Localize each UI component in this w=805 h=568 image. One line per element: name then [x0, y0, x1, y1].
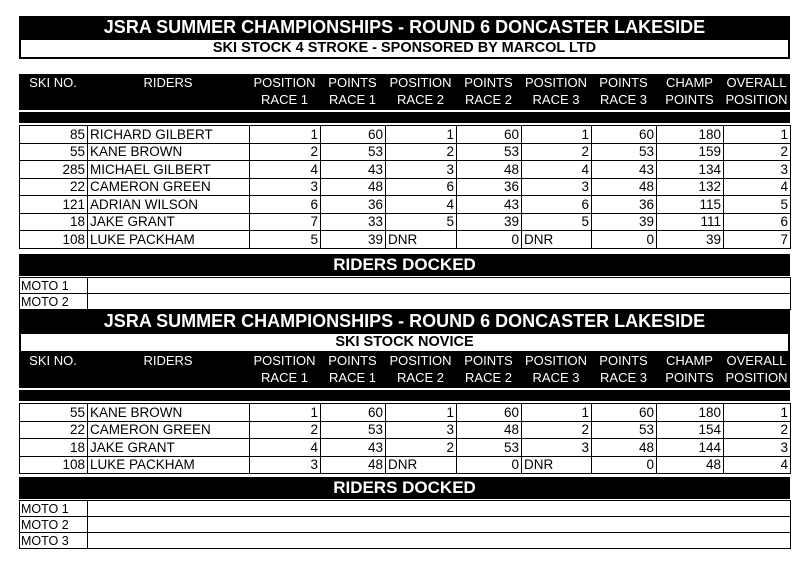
- position-race3-cell: 1: [522, 404, 592, 422]
- rider-name-cell: LUKE PACKHAM: [88, 231, 250, 249]
- overall-position-cell: 3: [724, 161, 791, 179]
- rider-name-cell: JAKE GRANT: [88, 439, 250, 457]
- position-race3-cell: 6: [522, 196, 592, 214]
- points-race2-cell: 43: [457, 196, 522, 214]
- overall-position-cell: 5: [724, 196, 791, 214]
- section1-header: [19, 74, 790, 110]
- moto-docked-riders: [88, 278, 791, 294]
- position-race3-cell: 1: [522, 126, 592, 144]
- header-position-race2: POSITION RACE 2: [389, 75, 452, 107]
- moto-docked-riders: [88, 501, 791, 517]
- points-race1-cell: 39: [321, 231, 386, 249]
- rider-name-cell: CAMERON GREEN: [88, 421, 250, 439]
- champ-points-cell: 115: [657, 196, 724, 214]
- position-race1-cell: 1: [250, 126, 321, 144]
- header-points-race1: POINTS RACE 1: [328, 353, 377, 385]
- table-row: [20, 143, 791, 161]
- header-champ-points: CHAMP POINTS: [665, 353, 714, 385]
- position-race1-cell: 3: [250, 456, 321, 474]
- table-row: [20, 196, 791, 214]
- overall-position-cell: 4: [724, 178, 791, 196]
- ski-number-cell: 55: [20, 404, 88, 422]
- header-overall-position: OVERALL POSITION: [725, 75, 788, 107]
- table-row: [20, 126, 791, 144]
- points-race1-cell: 33: [321, 213, 386, 231]
- table-row: [20, 231, 791, 249]
- overall-position-cell: 7: [724, 231, 791, 249]
- position-race1-cell: 4: [250, 161, 321, 179]
- header-position-race1: POSITION RACE 1: [253, 75, 316, 107]
- table-row: [20, 178, 791, 196]
- position-race1-cell: 6: [250, 196, 321, 214]
- points-race2-cell: 36: [457, 178, 522, 196]
- position-race3-cell: DNR: [522, 231, 592, 249]
- rider-name-cell: RICHARD GILBERT: [88, 126, 250, 144]
- header-ski-no: SKI NO.: [29, 353, 77, 368]
- champ-points-cell: 39: [657, 231, 724, 249]
- position-race2-cell: 3: [386, 421, 457, 439]
- section2-header: [19, 352, 790, 388]
- position-race2-cell: 1: [386, 126, 457, 144]
- rider-name-cell: KANE BROWN: [88, 404, 250, 422]
- points-race2-cell: 0: [457, 231, 522, 249]
- points-race2-cell: 48: [457, 161, 522, 179]
- section1-riders-docked-title: RIDERS DOCKED: [19, 254, 790, 276]
- moto-label: MOTO 3: [20, 533, 88, 549]
- champ-points-cell: 48: [657, 456, 724, 474]
- points-race1-cell: 43: [321, 161, 386, 179]
- position-race2-cell: DNR: [386, 456, 457, 474]
- points-race1-cell: 60: [321, 404, 386, 422]
- points-race1-cell: 43: [321, 439, 386, 457]
- position-race1-cell: 2: [250, 143, 321, 161]
- moto-row: [20, 294, 791, 310]
- points-race3-cell: 48: [592, 178, 657, 196]
- header-points-race2: POINTS RACE 2: [464, 353, 513, 385]
- points-race1-cell: 53: [321, 143, 386, 161]
- rider-name-cell: KANE BROWN: [88, 143, 250, 161]
- position-race3-cell: 2: [522, 143, 592, 161]
- rider-name-cell: CAMERON GREEN: [88, 178, 250, 196]
- ski-number-cell: 55: [20, 143, 88, 161]
- points-race3-cell: 39: [592, 213, 657, 231]
- section2-title: JSRA SUMMER CHAMPIONSHIPS - ROUND 6 DONCASTER LAKESIDE: [19, 310, 790, 332]
- section2-separator: [19, 390, 790, 401]
- table-row: [20, 456, 791, 474]
- points-race3-cell: 60: [592, 126, 657, 144]
- moto-row: [20, 517, 791, 533]
- section2-moto-table: [19, 500, 791, 549]
- champ-points-cell: 132: [657, 178, 724, 196]
- points-race3-cell: 43: [592, 161, 657, 179]
- header-riders: RIDERS: [143, 353, 193, 368]
- moto-row: [20, 501, 791, 517]
- points-race3-cell: 0: [592, 231, 657, 249]
- champ-points-cell: 159: [657, 143, 724, 161]
- table-row: [20, 421, 791, 439]
- overall-position-cell: 4: [724, 456, 791, 474]
- position-race1-cell: 5: [250, 231, 321, 249]
- rider-name-cell: LUKE PACKHAM: [88, 456, 250, 474]
- points-race2-cell: 53: [457, 439, 522, 457]
- points-race1-cell: 53: [321, 421, 386, 439]
- position-race3-cell: 2: [522, 421, 592, 439]
- moto-docked-riders: [88, 533, 791, 549]
- ski-number-cell: 22: [20, 178, 88, 196]
- section2-riders-docked-title: RIDERS DOCKED: [19, 477, 790, 499]
- position-race2-cell: 3: [386, 161, 457, 179]
- section1-results-table: [19, 125, 791, 249]
- ski-number-cell: 18: [20, 439, 88, 457]
- header-position-race1: POSITION RACE 1: [253, 353, 316, 385]
- position-race1-cell: 3: [250, 178, 321, 196]
- rider-name-cell: ADRIAN WILSON: [88, 196, 250, 214]
- position-race2-cell: 5: [386, 213, 457, 231]
- points-race1-cell: 48: [321, 456, 386, 474]
- points-race3-cell: 53: [592, 143, 657, 161]
- header-points-race1: POINTS RACE 1: [328, 75, 377, 107]
- moto-docked-riders: [88, 294, 791, 310]
- rider-name-cell: MICHAEL GILBERT: [88, 161, 250, 179]
- position-race1-cell: 7: [250, 213, 321, 231]
- table-row: [20, 213, 791, 231]
- ski-number-cell: 85: [20, 126, 88, 144]
- ski-number-cell: 18: [20, 213, 88, 231]
- points-race2-cell: 53: [457, 143, 522, 161]
- points-race2-cell: 60: [457, 404, 522, 422]
- points-race2-cell: 60: [457, 126, 522, 144]
- position-race1-cell: 4: [250, 439, 321, 457]
- points-race3-cell: 53: [592, 421, 657, 439]
- points-race1-cell: 60: [321, 126, 386, 144]
- champ-points-cell: 111: [657, 213, 724, 231]
- header-ski-no: SKI NO.: [29, 75, 77, 90]
- ski-number-cell: 22: [20, 421, 88, 439]
- points-race3-cell: 48: [592, 439, 657, 457]
- header-riders: RIDERS: [143, 75, 193, 90]
- header-overall-position: OVERALL POSITION: [725, 353, 788, 385]
- moto-row: [20, 278, 791, 294]
- points-race2-cell: 39: [457, 213, 522, 231]
- header-position-race2: POSITION RACE 2: [389, 353, 452, 385]
- champ-points-cell: 144: [657, 439, 724, 457]
- overall-position-cell: 3: [724, 439, 791, 457]
- overall-position-cell: 2: [724, 421, 791, 439]
- overall-position-cell: 1: [724, 404, 791, 422]
- ski-number-cell: 285: [20, 161, 88, 179]
- points-race2-cell: 0: [457, 456, 522, 474]
- overall-position-cell: 2: [724, 143, 791, 161]
- section1-subtitle: SKI STOCK 4 STROKE - SPONSORED BY MARCOL LTD: [19, 38, 790, 59]
- table-row: [20, 161, 791, 179]
- points-race3-cell: 36: [592, 196, 657, 214]
- header-points-race2: POINTS RACE 2: [464, 75, 513, 107]
- table-row: [20, 439, 791, 457]
- position-race2-cell: 4: [386, 196, 457, 214]
- section2-subtitle: SKI STOCK NOVICE: [19, 332, 790, 353]
- position-race2-cell: DNR: [386, 231, 457, 249]
- points-race1-cell: 36: [321, 196, 386, 214]
- moto-row: [20, 533, 791, 549]
- ski-number-cell: 121: [20, 196, 88, 214]
- header-position-race3: POSITION RACE 3: [524, 75, 588, 107]
- section2-results-table: [19, 403, 791, 474]
- section1-title: JSRA SUMMER CHAMPIONSHIPS - ROUND 6 DONCASTER LAKESIDE: [19, 16, 790, 38]
- position-race3-cell: 3: [522, 439, 592, 457]
- ski-number-cell: 108: [20, 456, 88, 474]
- ski-number-cell: 108: [20, 231, 88, 249]
- header-champ-points: CHAMP POINTS: [665, 75, 714, 107]
- moto-label: MOTO 2: [20, 294, 88, 310]
- position-race3-cell: 5: [522, 213, 592, 231]
- moto-label: MOTO 2: [20, 517, 88, 533]
- position-race3-cell: 4: [522, 161, 592, 179]
- position-race3-cell: DNR: [522, 456, 592, 474]
- position-race1-cell: 2: [250, 421, 321, 439]
- champ-points-cell: 180: [657, 126, 724, 144]
- overall-position-cell: 6: [724, 213, 791, 231]
- moto-label: MOTO 1: [20, 278, 88, 294]
- header-position-race3: POSITION RACE 3: [524, 353, 588, 385]
- header-points-race3: POINTS RACE 3: [599, 353, 648, 385]
- points-race1-cell: 48: [321, 178, 386, 196]
- points-race3-cell: 0: [592, 456, 657, 474]
- moto-docked-riders: [88, 517, 791, 533]
- rider-name-cell: JAKE GRANT: [88, 213, 250, 231]
- points-race2-cell: 48: [457, 421, 522, 439]
- position-race3-cell: 3: [522, 178, 592, 196]
- champ-points-cell: 134: [657, 161, 724, 179]
- moto-label: MOTO 1: [20, 501, 88, 517]
- section1-moto-table: [19, 277, 791, 310]
- position-race2-cell: 2: [386, 143, 457, 161]
- champ-points-cell: 154: [657, 421, 724, 439]
- header-points-race3: POINTS RACE 3: [599, 75, 648, 107]
- position-race2-cell: 1: [386, 404, 457, 422]
- table-row: [20, 404, 791, 422]
- position-race2-cell: 2: [386, 439, 457, 457]
- champ-points-cell: 180: [657, 404, 724, 422]
- points-race3-cell: 60: [592, 404, 657, 422]
- position-race2-cell: 6: [386, 178, 457, 196]
- position-race1-cell: 1: [250, 404, 321, 422]
- overall-position-cell: 1: [724, 126, 791, 144]
- section1-separator: [19, 112, 790, 123]
